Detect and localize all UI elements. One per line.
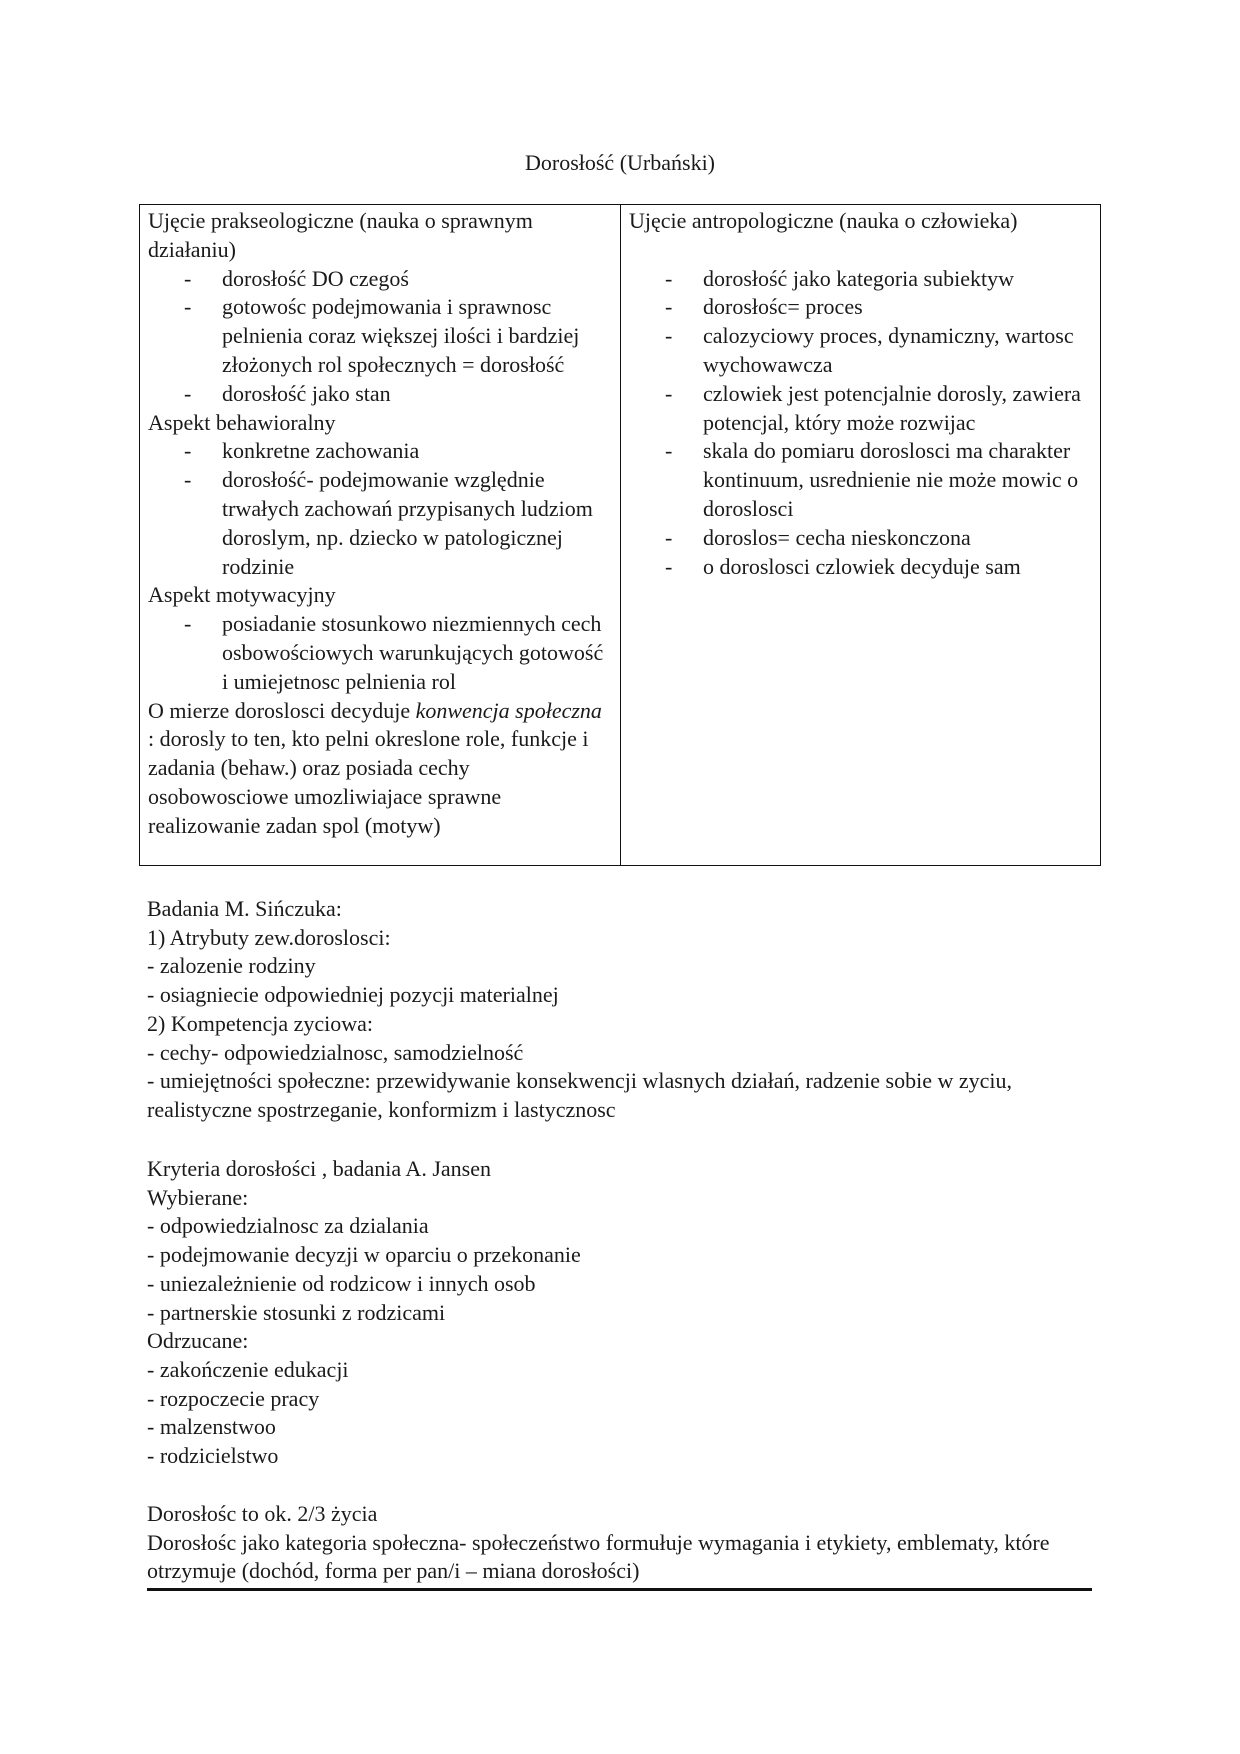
comparison-table — [139, 204, 1101, 866]
list-item-text: o doroslosci czlowiek decyduje sam — [703, 553, 1021, 579]
list-item-text: dorosłość DO czegoś — [222, 265, 409, 291]
dash-marker: - — [184, 438, 192, 464]
list-item-text: dorosłość- podejmowanie względnie trwałych zachowań przypisanych ludziom doroslym, np. dziecko w patologicznej rodzinie — [222, 467, 593, 579]
bullet-list — [629, 265, 1092, 582]
list-item — [148, 265, 612, 294]
bullet-list — [148, 610, 612, 696]
blank-line — [629, 236, 1092, 265]
list-item — [629, 322, 1092, 380]
list-item — [629, 293, 1092, 322]
list-item — [629, 524, 1092, 553]
dash-marker: - — [184, 265, 192, 291]
list-item-text: gotowośc podejmowania i sprawnosc pelnienia coraz większej ilości i bardziej złożonych rol społecznych = dorosłość — [222, 294, 580, 377]
dash-marker: - — [665, 380, 673, 406]
text-line: - malzenstwoo — [147, 1414, 276, 1440]
list-item-text: calozyciowy proces, dynamiczny, wartosc wychowawcza — [703, 323, 1074, 377]
list-item-text: doroslos= cecha nieskonczona — [703, 524, 971, 550]
list-item — [148, 466, 612, 581]
dash-marker: - — [184, 611, 192, 637]
list-item — [148, 380, 612, 409]
dash-marker: - — [665, 438, 673, 464]
text-line: Odrzucane: — [147, 1328, 249, 1354]
list-item-text: dorosłośc= proces — [703, 294, 863, 320]
list-item-text: dorosłość jako stan — [222, 380, 391, 406]
list-item — [148, 293, 612, 379]
horizontal-rule — [147, 1588, 1092, 1591]
text-line: Wybierane: — [147, 1184, 249, 1210]
list-item — [629, 380, 1092, 438]
column-heading: Ujęcie prakseologiczne (nauka o sprawnym działaniu) — [148, 208, 533, 262]
section-heading: Badania M. Sińczuka: — [147, 896, 342, 921]
text-line: - umiejętności społeczne: przewidywanie konsekwencji wlasnych działań, radzenie sobie w zyciu, realistyczne spostrzeganie, konformizm i lastycznosc — [147, 1068, 1013, 1122]
list-item — [148, 437, 612, 466]
text-line: - zalozenie rodziny — [147, 953, 316, 979]
table-column-anthropological — [621, 205, 1100, 865]
list-item — [629, 437, 1092, 523]
text-line: 2) Kompetencja zyciowa: — [147, 1010, 374, 1036]
dash-marker: - — [665, 323, 673, 349]
list-item-text: posiadanie stosunkowo niezmiennych cech osbowościowych warunkujących gotowość i umiejetnosc pelnienia rol — [222, 611, 604, 694]
emphasis-term: konwencja społeczna — [415, 697, 602, 723]
text-line: 1) Atrybuty zew.doroslosci: — [147, 924, 391, 950]
text-line: - cechy- odpowiedzialnosc, samodzielność — [147, 1039, 524, 1065]
text-line: - uniezależnienie od rodzicow i innych osob — [147, 1270, 536, 1296]
subheading-motivational: Aspekt motywacyjny — [148, 582, 336, 608]
subheading-behavioral: Aspekt behawioralny — [148, 409, 336, 435]
column-heading: Ujęcie antropologiczne (nauka o człowieka) — [629, 208, 1018, 233]
dash-marker: - — [665, 524, 673, 550]
text-line: - rozpoczecie pracy — [147, 1385, 320, 1411]
closing-paragraph — [148, 697, 612, 841]
text-line: - rodzicielstwo — [147, 1443, 279, 1469]
list-item-text: dorosłość jako kategoria subiektyw — [703, 265, 1014, 291]
dash-marker: - — [184, 380, 192, 406]
list-item — [148, 610, 612, 696]
dash-marker: - — [665, 553, 673, 579]
bullet-list — [148, 437, 612, 581]
table-column-praxeological — [140, 205, 621, 865]
dash-marker: - — [184, 294, 192, 320]
document-title: Dorosłość (Urbański) — [524, 150, 716, 175]
text-line: - zakończenie edukacji — [147, 1356, 349, 1382]
section-jansen-criteria — [147, 1155, 1097, 1471]
dash-marker: - — [665, 294, 673, 320]
text-line: Dorosłośc jako kategoria społeczna- społeczeństwo formułuje wymagania i etykiety, emblematy, które otrzymuje (dochód, forma per pan/i – miana dorosłości) — [147, 1529, 1050, 1584]
bullet-list — [148, 265, 612, 409]
list-item-text: skala do pomiaru doroslosci ma charakter kontinuum, usrednienie nie może mowic o doroslosci — [703, 438, 1079, 521]
text-line: Dorosłośc to ok. 2/3 życia — [147, 1501, 378, 1526]
text-line: - odpowiedzialnosc za dzialania — [147, 1213, 429, 1239]
text-line: - partnerskie stosunki z rodzicami — [147, 1299, 446, 1325]
section-adulthood-summary — [147, 1500, 1097, 1586]
section-heading: Kryteria dorosłości , badania A. Jansen — [147, 1156, 491, 1181]
section-sinczuk-study — [147, 895, 1097, 1125]
text-line: - podejmowanie decyzji w oparciu o przekonanie — [147, 1242, 581, 1268]
list-item-text: konkretne zachowania — [222, 438, 420, 464]
closing-text-end: : dorosly to ten, kto pelni okreslone role, funkcje i zadania (behaw.) oraz posiada cechy osobowosciowe umozliwiajace sprawne realizowanie zadan spol (motyw) — [148, 726, 589, 838]
list-item — [629, 265, 1092, 294]
list-item-text: czlowiek jest potencjalnie dorosly, zawiera potencjal, który może rozwijac — [703, 380, 1081, 435]
list-item — [629, 553, 1092, 582]
dash-marker: - — [184, 467, 192, 493]
dash-marker: - — [665, 265, 673, 291]
text-line: - osiagniecie odpowiedniej pozycji materialnej — [147, 982, 559, 1008]
closing-text-start: O mierze doroslosci decyduje — [148, 697, 416, 723]
